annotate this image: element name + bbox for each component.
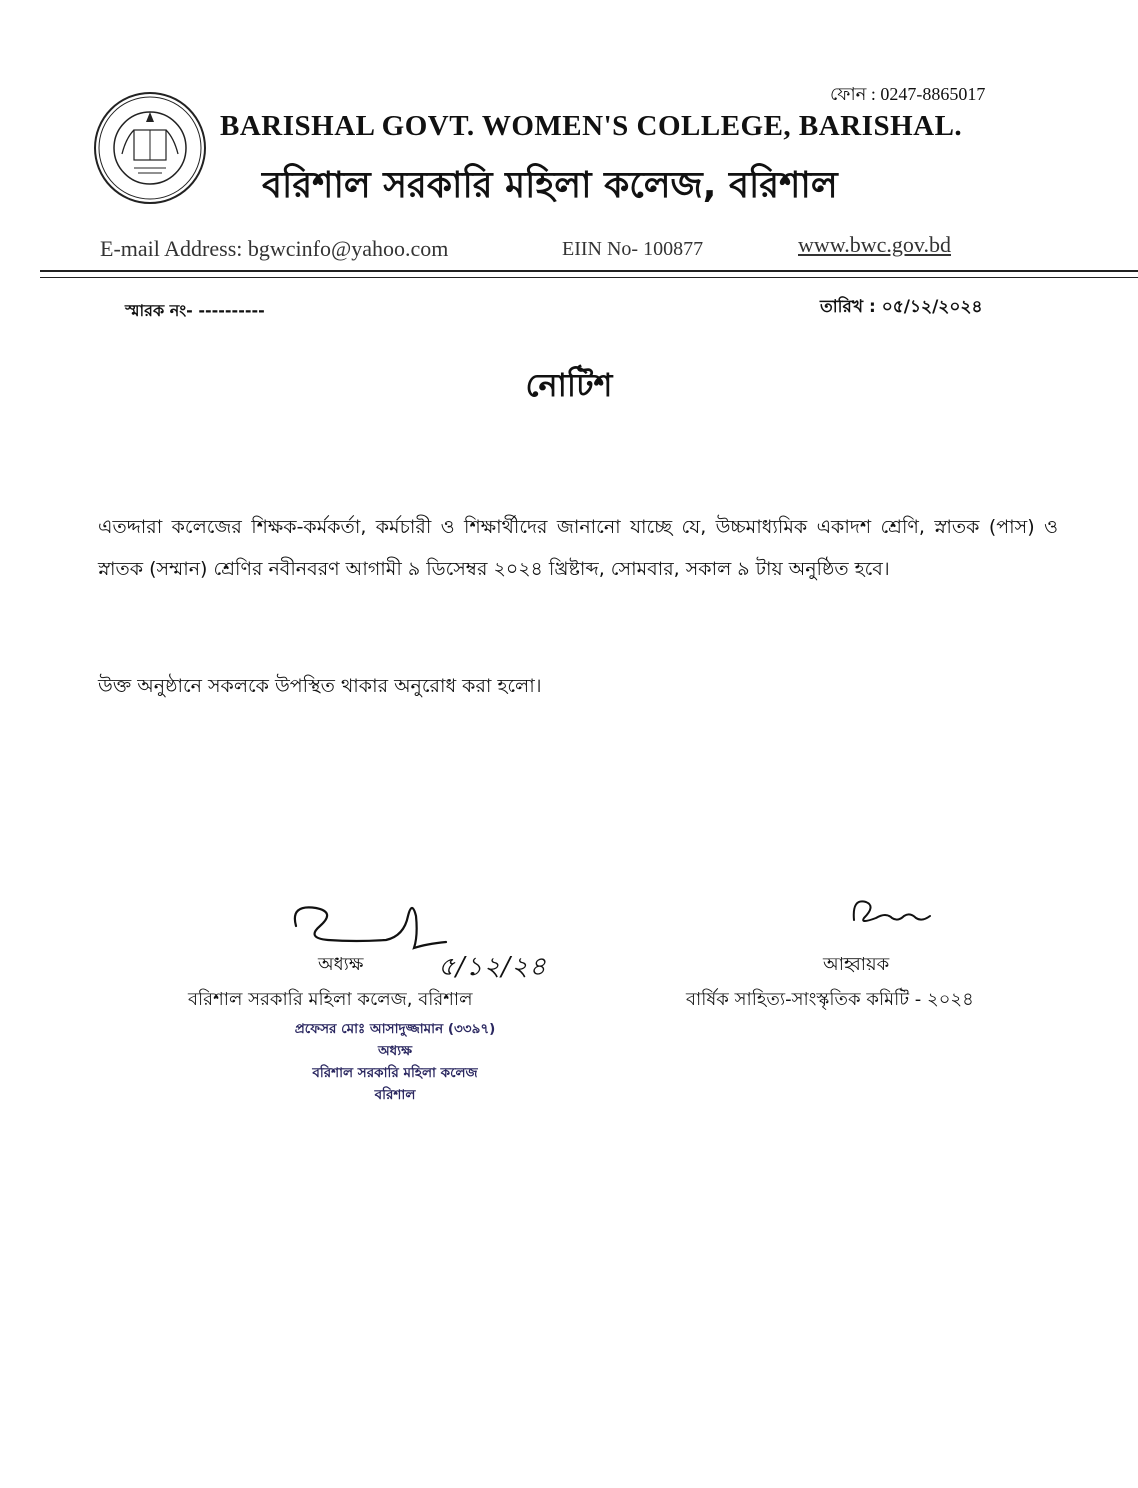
college-name-english: BARISHAL GOVT. WOMEN'S COLLEGE, BARISHAL. (220, 110, 963, 142)
header-divider (40, 270, 1138, 272)
website-link[interactable]: www.bwc.gov.bd (798, 232, 951, 257)
seal-city: বরিশাল (374, 1087, 416, 1103)
seal-title: অধ্যক্ষ (377, 1043, 413, 1059)
email-address: E-mail Address: bgwcinfo@yahoo.com (100, 236, 449, 261)
notice-date: তারিখ : ০৫/১২/২০২৪ (820, 297, 983, 317)
seal-institution: বরিশাল সরকারি মহিলা কলেজ (312, 1065, 478, 1081)
convener-title: আহ্বায়ক (823, 954, 890, 975)
principal-seal (260, 1018, 530, 1106)
phone-number: ফোন : 0247-8865017 (830, 84, 986, 104)
memo-number: স্মারক নং- ---------- (125, 301, 265, 320)
seal-name: প্রফেসর মোঃ আসাদুজ্জামান (৩৩৯৭) (294, 1021, 496, 1037)
notice-title: নোটিশ (525, 366, 613, 404)
eiin-number: EIIN No- 100877 (562, 238, 704, 260)
notice-paragraph-1: এতদ্দারা কলেজের শিক্ষক-কর্মকর্তা, কর্মচারী ও শিক্ষার্থীদের জানানো যাচ্ছে যে, উচ্চমাধ্যমিক একাদশ শ্রেণি, স্নাতক (পাস) ও স্নাতক (সম্মান) শ্রেণির নবীনবরণ আগামী ৯ ডিসেম্বর ২০২৪ খ্রিষ্টাব্দ, সোমবার, সকাল ৯ টায় অনুষ্ঠিত হবে। (98, 516, 1058, 580)
notice-paragraph-2: উক্ত অনুষ্ঠানে সকলকে উপস্থিত থাকার অনুরোধ করা হলো। (98, 675, 542, 697)
convener-signature (846, 892, 936, 932)
college-logo (92, 90, 208, 206)
convener-committee: বার্ষিক সাহিত্য-সাংস্কৃতিক কমিটি - ২০২৪ (686, 989, 974, 1010)
principal-institution: বরিশাল সরকারি মহিলা কলেজ, বরিশাল (188, 989, 473, 1010)
principal-title: অধ্যক্ষ (318, 954, 364, 975)
header-divider-thin (40, 277, 1138, 278)
college-name-bengali: বরিশাল সরকারি মহিলা কলেজ, বরিশাল (262, 165, 838, 206)
principal-handwritten-date: ৫/১২/২৪ (438, 952, 547, 982)
